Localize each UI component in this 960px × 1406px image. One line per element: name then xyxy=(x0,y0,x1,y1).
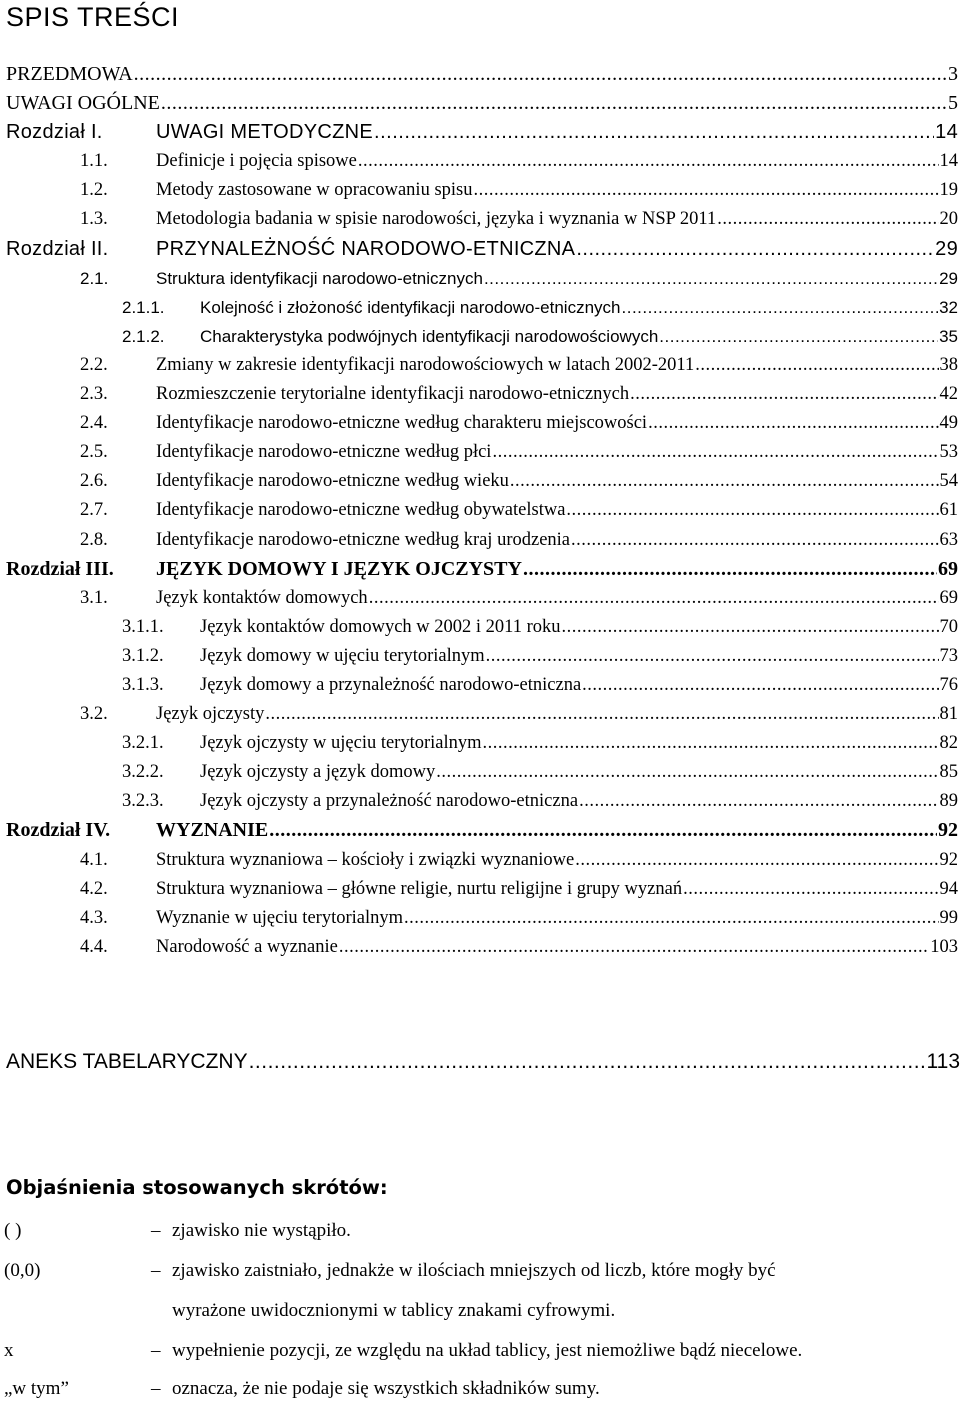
toc-entry-number: 3.2.2. xyxy=(122,762,164,783)
toc-entry-number: 2.1.2. xyxy=(122,326,165,346)
toc-entry-number: 3.2.3. xyxy=(122,791,164,812)
toc-entry-number: Rozdział III. xyxy=(6,557,114,580)
abbreviation-description: wypełnienie pozycji, ze względu na układ tablicy, jest niemożliwe bądź niecelowe. xyxy=(172,1340,803,1361)
toc-entry[interactable] xyxy=(0,438,960,467)
leader-dots xyxy=(648,409,938,438)
toc-entry-text: Definicje i pojęcia spisowe xyxy=(156,151,357,172)
leader-dots xyxy=(374,118,934,147)
toc-entry-page: 29 xyxy=(939,268,958,288)
abbreviation-dash: – xyxy=(151,1378,161,1399)
toc-entry[interactable] xyxy=(0,176,960,205)
toc-entry-text: WYZNANIE xyxy=(156,819,269,842)
toc-entry-page: 94 xyxy=(939,878,958,899)
toc-entry-number: 3.1.2. xyxy=(122,645,164,666)
toc-entry-page: 54 xyxy=(939,471,958,492)
toc-entry-text: Identyfikacje narodowo-etniczne według kraj urodzenia xyxy=(156,529,571,550)
toc-entry[interactable] xyxy=(0,700,960,729)
leader-dots xyxy=(339,933,929,962)
leader-dots xyxy=(683,875,938,904)
toc-entry-text: Rozmieszczenie terytorialne identyfikacji narodowo-etnicznych xyxy=(156,384,630,405)
toc-entry-page: 85 xyxy=(939,762,958,783)
leader-dots xyxy=(404,904,938,933)
toc-entry[interactable] xyxy=(0,758,960,787)
toc-entry[interactable] xyxy=(0,322,960,351)
toc-entry-number: 3.2.1. xyxy=(122,733,164,754)
toc-entry-text: UWAGI OGÓLNE xyxy=(6,92,160,115)
toc-entry-page: 81 xyxy=(939,704,958,725)
toc-entry-text: Identyfikacje narodowo-etniczne według wieku xyxy=(156,471,509,492)
toc-entry-page: 99 xyxy=(939,907,958,928)
toc-entry-number: 2.8. xyxy=(80,529,108,550)
toc-entry[interactable] xyxy=(0,787,960,816)
toc-entry-number: Rozdział IV. xyxy=(6,819,111,842)
leader-dots xyxy=(484,264,938,293)
toc-entry-text: JĘZYK DOMOWY I JĘZYK OJCZYSTY xyxy=(156,557,522,580)
toc-entry-number: 1.2. xyxy=(80,180,108,201)
toc-entry-text: UWAGI METODYCZNE xyxy=(156,121,374,144)
toc-entry[interactable] xyxy=(0,60,960,89)
toc-entry-text: Narodowość a wyznanie xyxy=(156,936,338,957)
toc-entry-number: 4.4. xyxy=(80,936,108,957)
toc-entry-text: Identyfikacje narodowo-etniczne według charakteru miejscowości xyxy=(156,413,648,434)
toc-entry-number: 1.3. xyxy=(80,209,108,230)
toc-entry-text: Struktura wyznaniowa – kościoły i związki wyznaniowe xyxy=(156,849,575,870)
toc-entry-page: 73 xyxy=(939,645,958,666)
toc-entry[interactable] xyxy=(0,147,960,176)
leader-dots xyxy=(249,1046,926,1078)
toc-entry-text: PRZYNALEŻNOŚĆ NARODOWO-ETNICZNA xyxy=(156,237,576,260)
leader-dots xyxy=(695,351,938,380)
abbreviation-dash: – xyxy=(151,1260,161,1281)
toc-entry-text: PRZEDMOWA xyxy=(6,63,133,85)
toc-entry-number: 4.2. xyxy=(80,878,108,899)
toc-entry-text: Język kontaktów domowych xyxy=(156,587,368,608)
toc-entry-number: 4.3. xyxy=(80,907,108,928)
leader-dots xyxy=(486,642,939,671)
abbreviation-symbol: ( ) xyxy=(4,1220,22,1241)
toc-entry-page: 19 xyxy=(939,180,958,201)
toc-entry-page: 42 xyxy=(939,384,958,405)
abbreviation-description: zjawisko zaistniało, jednakże w ilościach mniejszych od liczb, które mogły być xyxy=(172,1260,776,1281)
toc-entry[interactable] xyxy=(0,235,960,264)
toc-entry[interactable] xyxy=(0,467,960,496)
toc-entry-number: 2.6. xyxy=(80,471,108,492)
toc-entry-number: Rozdział I. xyxy=(6,121,103,144)
toc-entry[interactable] xyxy=(0,409,960,438)
abbreviation-symbol: „w tym” xyxy=(4,1378,69,1399)
leader-dots xyxy=(562,613,939,642)
toc-entry-text: Wyznanie w ujęciu terytorialnym xyxy=(156,907,404,928)
toc-entry-page: 69 xyxy=(938,557,958,580)
abbreviation-symbol: x xyxy=(4,1340,14,1361)
leader-dots xyxy=(265,700,938,729)
leader-dots xyxy=(436,758,938,787)
toc-entry[interactable] xyxy=(0,875,960,904)
toc-entry[interactable] xyxy=(0,642,960,671)
leader-dots xyxy=(659,322,938,351)
leader-dots xyxy=(269,816,937,845)
toc-entry-text: Identyfikacje narodowo-etniczne według obywatelstwa xyxy=(156,500,566,521)
toc-entry-page: 49 xyxy=(939,413,958,434)
toc-entry-text: Język ojczysty xyxy=(156,704,265,725)
toc-entry-text: Kolejność i złożoność identyfikacji narodowo-etnicznych xyxy=(200,297,621,317)
toc-entry-page: 70 xyxy=(939,616,958,637)
toc-entry-page: 89 xyxy=(939,791,958,812)
toc-entry[interactable] xyxy=(0,555,960,584)
toc-entry-number: 2.5. xyxy=(80,442,108,463)
toc-entry[interactable] xyxy=(0,729,960,758)
toc-entry-number: 2.2. xyxy=(80,354,108,375)
toc-entry-page: 14 xyxy=(939,151,958,172)
leader-dots xyxy=(579,787,938,816)
toc-entry[interactable] xyxy=(0,816,960,845)
toc-entry[interactable] xyxy=(0,205,960,234)
toc-entry-page: 35 xyxy=(939,326,958,346)
toc-entry-page: 69 xyxy=(939,587,958,608)
toc-entry-text: Zmiany w zakresie identyfikacji narodowościowych w latach 2002-2011 xyxy=(156,354,695,375)
leader-dots xyxy=(566,496,938,525)
toc-entry[interactable] xyxy=(0,584,960,613)
toc-entry-text: Język ojczysty a przynależność narodowo-etniczna xyxy=(200,791,579,812)
toc-entry[interactable] xyxy=(0,89,960,118)
toc-entry-page: 113 xyxy=(926,1050,960,1073)
leader-dots xyxy=(523,555,937,584)
toc-entry-number: 1.1. xyxy=(80,151,108,172)
abbreviation-description: zjawisko nie wystąpiło. xyxy=(172,1220,351,1241)
leader-dots xyxy=(134,60,947,89)
leader-dots xyxy=(571,526,938,555)
abbreviation-symbol: (0,0) xyxy=(4,1260,41,1281)
toc-entry-page: 14 xyxy=(935,121,958,144)
toc-entry[interactable] xyxy=(0,933,960,962)
toc-entry-page: 76 xyxy=(939,674,958,695)
toc-entry-text: Język domowy w ujęciu terytorialnym xyxy=(200,645,485,666)
table-of-contents xyxy=(0,60,960,962)
abbreviation-description: wyrażone uwidocznionymi w tablicy znakami cyfrowymi. xyxy=(172,1300,616,1321)
toc-entry[interactable] xyxy=(0,293,960,322)
leader-dots xyxy=(492,438,938,467)
toc-entry-text: ANEKS TABELARYCZNY xyxy=(6,1050,248,1073)
toc-entry-number: 3.1. xyxy=(80,587,108,608)
leader-dots xyxy=(630,380,938,409)
leader-dots xyxy=(483,729,939,758)
toc-entry-aneks[interactable] xyxy=(6,1046,960,1078)
toc-entry-number: Rozdział II. xyxy=(6,237,109,260)
toc-entry-text: Metodologia badania w spisie narodowości, języka i wyznania w NSP 2011 xyxy=(156,209,717,230)
abbreviation-description: oznacza, że nie podaje się wszystkich składników sumy. xyxy=(172,1378,600,1399)
toc-entry-number: 3.1.3. xyxy=(122,674,164,695)
toc-entry-number: 2.7. xyxy=(80,500,108,521)
leader-dots xyxy=(582,671,938,700)
toc-entry-page: 5 xyxy=(948,92,958,115)
abbreviation-dash: – xyxy=(151,1340,161,1361)
toc-entry-text: Język ojczysty a język domowy xyxy=(200,762,436,783)
leader-dots xyxy=(717,205,938,234)
leader-dots xyxy=(576,235,934,264)
toc-entry-page: 92 xyxy=(938,819,958,842)
toc-entry-number: 3.2. xyxy=(80,704,108,725)
toc-entry[interactable] xyxy=(0,526,960,555)
toc-entry-page: 63 xyxy=(939,529,958,550)
toc-entry-text: Struktura identyfikacji narodowo-etnicznych xyxy=(156,268,483,288)
toc-entry-number: 2.1. xyxy=(80,268,109,288)
abbreviations-title: Objaśnienia stosowanych skrótów: xyxy=(6,1176,388,1199)
toc-entry-number: 2.3. xyxy=(80,384,108,405)
toc-entry-text: Identyfikacje narodowo-etniczne według płci xyxy=(156,442,492,463)
toc-entry[interactable] xyxy=(0,496,960,525)
toc-entry-page: 38 xyxy=(939,354,958,375)
abbreviation-dash: – xyxy=(151,1220,161,1241)
toc-entry[interactable] xyxy=(0,613,960,642)
leader-dots xyxy=(510,467,939,496)
toc-entry[interactable] xyxy=(0,118,960,147)
toc-entry-text: Język domowy a przynależność narodowo-etniczna xyxy=(200,674,582,695)
toc-entry-page: 32 xyxy=(939,297,958,317)
toc-entry-text: Język kontaktów domowych w 2002 i 2011 roku xyxy=(200,616,561,637)
leader-dots xyxy=(358,147,939,176)
toc-entry-page: 3 xyxy=(948,63,958,85)
toc-entry-page: 82 xyxy=(939,733,958,754)
leader-dots xyxy=(575,846,938,875)
toc-entry-page: 53 xyxy=(939,442,958,463)
toc-entry[interactable] xyxy=(0,351,960,380)
toc-entry-text: Charakterystyka podwójnych identyfikacji narodowościowych xyxy=(200,326,659,346)
toc-entry[interactable] xyxy=(0,904,960,933)
leader-dots xyxy=(474,176,939,205)
toc-entry-page: 61 xyxy=(939,500,958,521)
toc-entry[interactable] xyxy=(0,380,960,409)
toc-entry-text: Język ojczysty w ujęciu terytorialnym xyxy=(200,733,482,754)
toc-entry[interactable] xyxy=(0,846,960,875)
toc-entry-number: 2.1.1. xyxy=(122,297,165,317)
toc-entry-number: 3.1.1. xyxy=(122,616,164,637)
toc-entry-number: 4.1. xyxy=(80,849,108,870)
toc-entry-text: Struktura wyznaniowa – główne religie, nurtu religijne i grupy wyznań xyxy=(156,878,683,899)
toc-entry-page: 103 xyxy=(930,936,958,957)
toc-entry-text: Metody zastosowane w opracowaniu spisu xyxy=(156,180,473,201)
toc-entry-page: 20 xyxy=(939,209,958,230)
toc-entry-page: 92 xyxy=(939,849,958,870)
leader-dots xyxy=(161,89,947,118)
toc-entry[interactable] xyxy=(0,264,960,293)
leader-dots xyxy=(622,293,939,322)
page-title: SPIS TREŚCI xyxy=(6,2,180,32)
toc-entry-page: 29 xyxy=(935,237,958,260)
toc-entry[interactable] xyxy=(0,671,960,700)
toc-entry-number: 2.4. xyxy=(80,413,108,434)
leader-dots xyxy=(369,584,939,613)
